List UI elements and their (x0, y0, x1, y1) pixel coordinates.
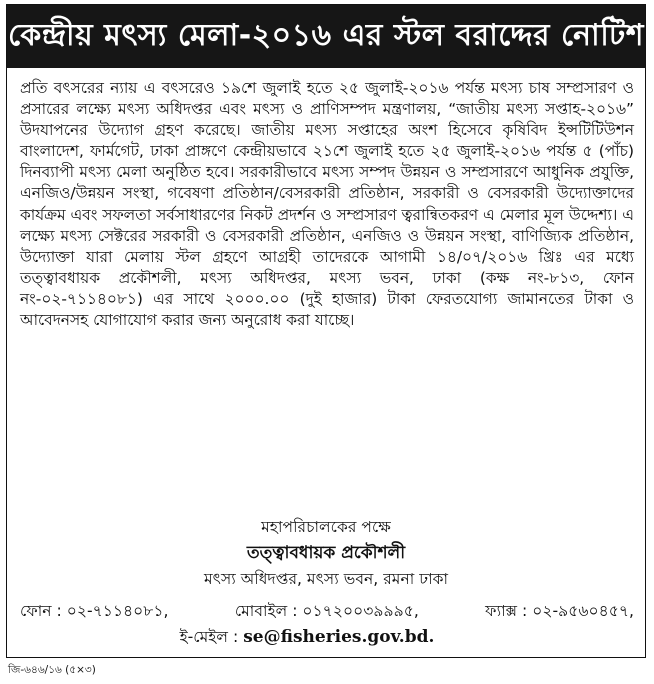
office-line: মৎস্য অধিদপ্তর, মৎস্য ভবন, রমনা ঢাকা (203, 570, 449, 588)
notice-title-text: কেন্দ্রীয় মৎস্য মেলা-২০১৬ এর স্টল বরাদ্দের নোটিশ (8, 17, 644, 53)
email-label: ই-মেইল : (179, 628, 239, 646)
phone-row (20, 598, 634, 624)
notice-body: প্রতি বৎসরের ন্যায় এ বৎসরেও ১৯শে জুলাই হতে ২৫ জুলাই-২০১৬ পর্যন্ত মৎস্য চাষ সম্প্রসারণ ও প্রসারের লক্ষ্যে মৎস্য অধিদপ্তর এবং মৎস্য ও প্রাণিসম্পদ মন্ত্রণালয়, “জাতীয় মৎস্য সপ্তাহ-২০১৬” উদযাপনের উদ্যোগ গ্রহণ করেছে। জাতীয় মৎস্য সপ্তাহের অংশ হিসেবে কৃষিবিদ ইন্সটিটিউশন বাংলাদেশ, ফার্মগেট, ঢাকা প্রাঙ্গণে কেন্দ্রীয়ভাবে ২১শে জুলাই হতে ২৫ জুলাই-২০১৬ পর্যন্ত ৫ (পাঁচ) দিনব্যাপী মৎস্য মেলা অনুষ্ঠিত হবে। সরকারীভাবে মৎস্য সম্পদ উন্নয়ন ও সম্প্রসারণে আধুনিক প্রযুক্তি, এনজিও/উন্নয়ন সংস্থা, গবেষণা প্রতিষ্ঠান/বেসরকারী প্রতিষ্ঠান, সরকারী ও বেসরকারী উদ্যোক্তাদের কার্যক্রম এবং সফলতা সর্বসাধারণের নিকট প্রদর্শন ও সম্প্রসারণ ত্বরান্বিতকরণ এ মেলার মূল উদ্দেশ্য। এ লক্ষ্যে মৎস্য সেক্টরের সরকারী ও বেসরকারী প্রতিষ্ঠান, এনজিও ও উন্নয়ন সংস্থা, বাণিজ্যিক প্রতিষ্ঠান, উদ্যোক্তা যারা মেলায় স্টল গ্রহণে আগ্রহী তাদেরকে আগামী ১৪/০৭/২০১৬ খ্রিঃ এর মধ্যে তত্ত্বাবধায়ক প্রকৌশলী, মৎস্য অধিদপ্তর, মৎস্য ভবন, ঢাকা (কক্ষ নং-৮১৩, ফোন নং-০২-৭১১৪০৮১) এর সাথে ২০০০.০০ (দুই হাজার) টাকা ফেরতযোগ্য জামানতের টাকা ও আবেদনসহ যোগাযোগ করার জন্য অনুরোধ করা যাচ্ছে। (20, 79, 634, 330)
email-row (20, 624, 634, 650)
fax-number: ফ্যাক্স : ০২-৯৫৬০৪৫৭, (485, 602, 634, 620)
reference-code: জি-৬৪৬/১৬ (৫×৩) (8, 664, 96, 676)
signature-block (6, 514, 646, 592)
email-address[interactable]: se@fisheries.gov.bd. (243, 627, 435, 647)
on-behalf-line: মহাপরিচালকের পক্ষে (261, 518, 391, 536)
phone-number: ফোন : ০২-৭১১৪০৮১, (20, 602, 169, 620)
mobile-number: মোবাইল : ০১৭২০০৩৯৯৯৫, (234, 602, 419, 620)
designation-line: তত্ত্বাবধায়ক প্রকৌশলী (246, 543, 406, 563)
contact-block (20, 598, 634, 650)
